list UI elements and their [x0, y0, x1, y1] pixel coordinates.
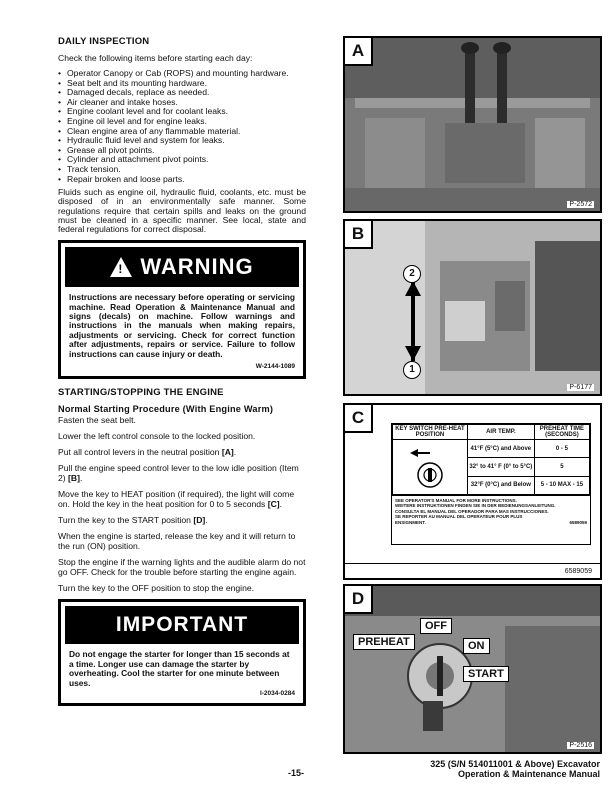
list-item: • Engine coolant level and for coolant leaks. [58, 107, 306, 117]
figure-a-letter: A [345, 38, 373, 66]
figure-b-letter: B [345, 221, 373, 249]
figure-d-number: P-2516 [569, 742, 592, 749]
important-box [58, 599, 306, 706]
page-footer [430, 759, 600, 779]
decal-line: SEE OPERATOR'S MANUAL FOR MORE INSTRUCTIONS. [395, 498, 517, 503]
key-switch-illustration [393, 440, 468, 495]
figure-b-photo [345, 221, 600, 394]
key-position-off: OFF [420, 618, 452, 634]
figure-d [343, 584, 602, 754]
list-item: • Hydraulic fluid level and system for leaks. [58, 136, 306, 146]
table-cell: 5 [534, 458, 589, 476]
inspection-list [58, 69, 306, 184]
decal-line: ENSIGNMENT. [395, 519, 426, 525]
col-air-temp: AIR TEMP. [467, 425, 534, 440]
ref-c: [C] [267, 498, 280, 509]
warning-title: WARNING [140, 254, 254, 280]
step-heat: Move the key to HEAT position (if required), the light will come on. Hold the key in the heat position for 0 to 5 seconds [C]. [58, 488, 295, 509]
important-code: I-2034-0284 [259, 690, 295, 698]
list-item: • Track tension. [58, 165, 306, 175]
daily-intro: Check the following items before starting each day: [58, 53, 253, 63]
warning-code: W-2144-1089 [255, 362, 295, 370]
list-item: • Repair broken and loose parts. [58, 175, 306, 185]
table-cell: 32° to 41° F (0° to 5°C) [467, 458, 534, 476]
starting-subheading: Normal Starting Procedure (With Engine Warm) [58, 403, 274, 414]
left-column [58, 36, 306, 706]
step-check-alarm: Stop the engine if the warning lights and the audible alarm do not go OFF. Check for the trouble before starting the engine again. [58, 556, 306, 577]
figure-d-letter: D [345, 586, 373, 614]
table-cell: 5 - 10 MAX - 15 [534, 476, 589, 494]
col-preheat-time: PREHEAT TIME (SECONDS) [534, 425, 589, 440]
decal-footer [392, 495, 590, 527]
list-item: • Operator Canopy or Cab (ROPS) and mounting hardware. [58, 69, 306, 79]
figure-a-photo [345, 38, 600, 211]
fluids-paragraph: Fluids such as engine oil, hydraulic fluid, coolants, etc. must be disposed of in an environmentally safe manner. Some regulations require that certain spills and leaks on the ground must be cleaned in a specific manner. See local, state and federal regulations for correct disposal. [58, 187, 306, 234]
ref-a: [A] [221, 446, 234, 457]
key-position-preheat: PREHEAT [353, 634, 415, 650]
list-item: • Engine oil level and for engine leaks. [58, 117, 306, 127]
step-start: Turn the key to the START position [D]. [58, 514, 208, 525]
ref-d: [D] [193, 514, 206, 525]
callout-1: 1 [403, 361, 421, 379]
table-cell: 41°F (5°C) and Above [467, 440, 534, 458]
list-item: • Clean engine area of any flammable material. [58, 127, 306, 137]
page-number: -15- [288, 768, 305, 778]
step-levers: Put all control levers in the neutral position [A]. [58, 446, 237, 457]
figure-a-number: P-2572 [569, 201, 592, 208]
table-cell: 32°F (0°C) and Below [467, 476, 534, 494]
key-switch-icon [400, 441, 460, 491]
list-item: • Damaged decals, replace as needed. [58, 88, 306, 98]
figure-a [343, 36, 602, 213]
list-item: • Seat belt and its mounting hardware. [58, 79, 306, 89]
decal-line: WEITERE INSTRUKTIONEN FINDEN SIE IN DER BEDIENUNGSANLEITUNG. [395, 503, 556, 509]
warning-body: Instructions are necessary before operating or servicing machine. Read Operation & Maintenance Manual and signs (decals) on machine. Follow warnings and instructions in the manuals when making repairs, adjustments or servicing. Check for correct function after adjustments, repairs or service. Failure to follow instructions can cause injury or death. [69, 292, 295, 359]
table-cell: 0 - 5 [534, 440, 589, 458]
figure-c-letter: C [345, 405, 373, 433]
list-item: • Cylinder and attachment pivot points. [58, 155, 306, 165]
key-position-start: START [463, 666, 509, 682]
step-speed-lever: Pull the engine speed control lever to the low idle position (Item 2) [B]. [58, 462, 299, 483]
step-stop: Turn the key to the OFF position to stop the engine. [58, 582, 255, 593]
step-release-key: When the engine is started, release the key and it will return to the run (ON) position. [58, 530, 296, 551]
important-body: Do not engage the starter for longer than 15 seconds at a time. Longer use can damage the starter by overheating. Cool the starter for one minute between uses. [69, 648, 290, 688]
warning-symbol: ! [118, 262, 123, 277]
warning-box [58, 240, 306, 379]
important-title: IMPORTANT [65, 606, 299, 644]
warning-triangle-icon [110, 257, 132, 277]
key-position-on: ON [463, 638, 490, 654]
figure-b [343, 219, 602, 396]
step-seat-belt: Fasten the seat belt. [58, 414, 136, 425]
preheat-decal [391, 423, 591, 545]
figure-c [343, 403, 602, 580]
decal-line: SE REPORTER AU MANUAL DEL OPERATEUR POUR PLUS [395, 514, 523, 520]
decal-line: CONSULTA EL MANUAL DEL OPERADOR PARA MAS INSTRUCCIONES. [395, 508, 549, 514]
list-item: • Air cleaner and intake hoses. [58, 98, 306, 108]
starting-heading: STARTING/STOPPING THE ENGINE [58, 386, 224, 398]
col-key-switch: KEY SWITCH PRE-HEAT POSITION [393, 425, 468, 440]
figure-c-number: 6589059 [564, 568, 592, 575]
daily-heading: DAILY INSPECTION [58, 36, 150, 47]
ref-b: [B] [68, 472, 80, 483]
preheat-table [392, 424, 590, 495]
step-console: Lower the left control console to the locked position. [58, 430, 256, 441]
footer-model: 325 (S/N 514011001 & Above) Excavator [430, 759, 600, 769]
callout-2: 2 [403, 265, 421, 283]
list-item: • Grease all pivot points. [58, 146, 306, 156]
decal-number: 6589059 [569, 519, 587, 525]
figure-b-number: P-6177 [569, 384, 592, 391]
footer-manual: Operation & Maintenance Manual [457, 769, 600, 779]
warning-header [65, 247, 299, 287]
